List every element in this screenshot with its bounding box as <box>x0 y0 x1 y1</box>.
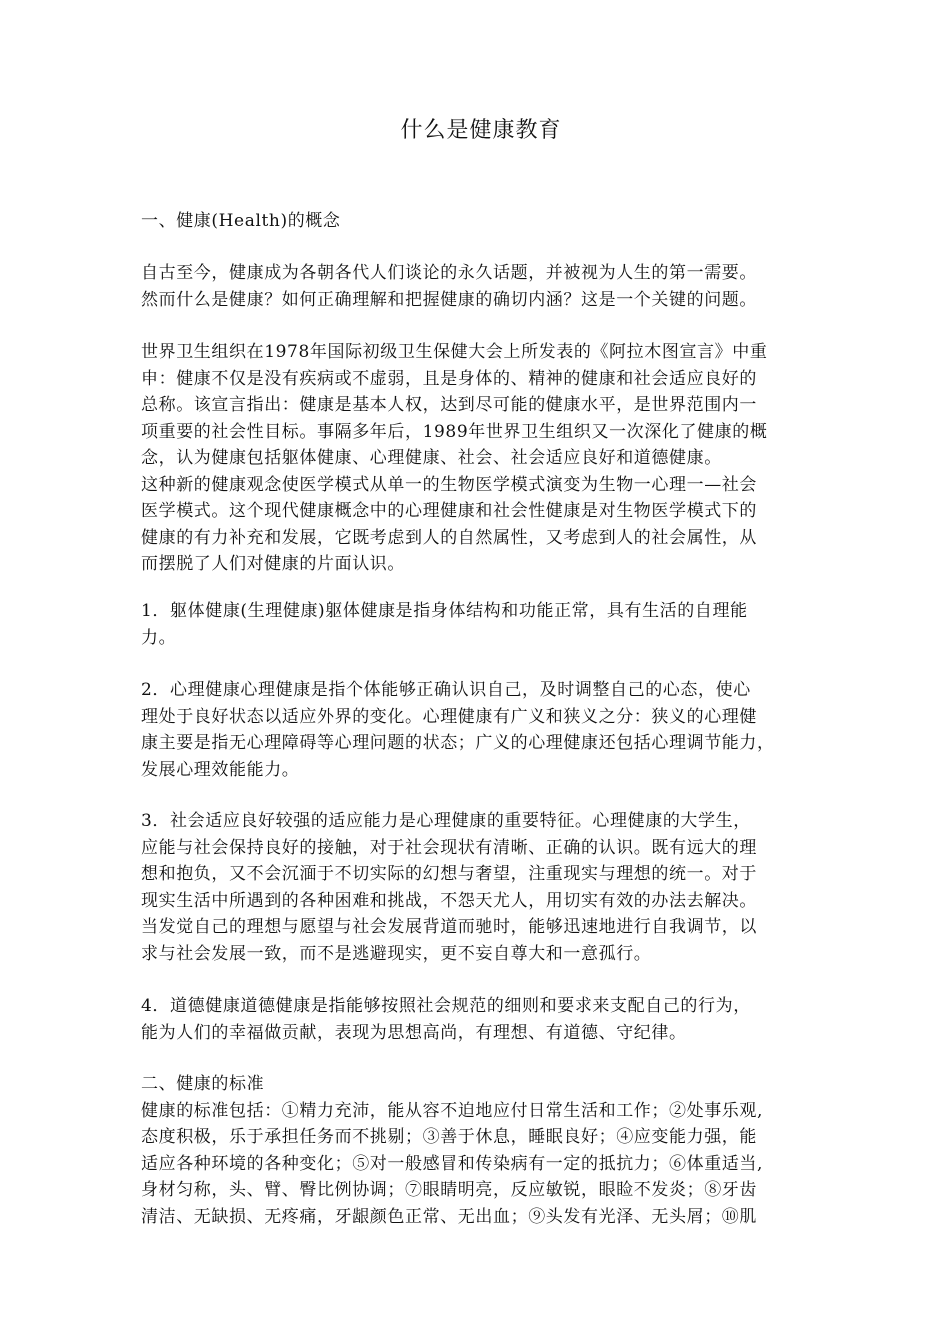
text-line: 求与社会发展一致，而不是逃避现实，更不妄自尊大和一意孤行。 <box>141 943 652 964</box>
text-line: 当发觉自己的理想与愿望与社会发展背道而驰时，能够迅速地进行自我调节，以 <box>141 917 757 937</box>
text-line: 项重要的社会性目标。事隔多年后，1989年世界卫生组织又一次深化了健康的概 <box>141 421 768 442</box>
text-line: 然而什么是健康？如何正确理解和把握健康的确切内涵？这是一个关键的问题。 <box>141 289 757 310</box>
text-line: 健康的有力补充和发展，它既考虑到人的自然属性，又考虑到人的社会属性，从 <box>141 527 757 548</box>
text-line: 理处于良好状态以适应外界的变化。心理健康有广义和狭义之分：狭义的心理健 <box>141 706 757 727</box>
text-line: 一、健康(Health)的概念 <box>141 211 341 231</box>
text-line: 2．心理健康心理健康是指个体能够正确认识自己，及时调整自己的心态，使心 <box>141 680 751 700</box>
text-line: 现实生活中所遇到的各种困难和挑战，不怨天尤人，用切实有效的办法去解决。 <box>141 890 757 911</box>
text-line: 发展心理效能能力。 <box>141 759 300 780</box>
text-line: 态度积极，乐于承担任务而不挑剔；③善于休息，睡眠良好；④应变能力强，能 <box>141 1127 757 1147</box>
text-line: 这种新的健康观念使医学模式从单一的生物医学模式演变为生物一心理一—社会 <box>141 474 757 495</box>
text-line: 世界卫生组织在1978年国际初级卫生保健大会上所发表的《阿拉木图宣言》中重 <box>141 342 768 362</box>
paragraph-1 <box>141 260 821 313</box>
text-line: 而摆脱了人们对健康的片面认识。 <box>141 554 405 574</box>
text-line: 力。 <box>141 627 177 648</box>
text-line: 清洁、无缺损、无疼痛，牙龈颜色正常、无出血；⑨头发有光泽、无头屑；⑩肌 <box>141 1206 757 1227</box>
text-line: 1．躯体健康(生理健康)躯体健康是指身体结构和功能正常，具有生活的自理能 <box>141 601 748 621</box>
paragraph-4 <box>141 677 821 783</box>
text-line: 申：健康不仅是没有疾病或不虚弱，且是身体的、精神的健康和社会适应良好的 <box>141 368 757 389</box>
text-line: 应能与社会保持良好的接触，对于社会现状有清晰、正确的认识。既有远大的理 <box>141 837 757 858</box>
paragraph-2 <box>141 339 821 578</box>
paragraph-6 <box>141 993 821 1046</box>
document-title: 什么是健康教育 <box>400 118 562 143</box>
text-line: 总称。该宣言指出：健康是基本人权，达到尽可能的健康水平，是世界范围内一 <box>141 395 757 415</box>
text-line: 3．社会适应良好较强的适应能力是心理健康的重要特征。心理健康的大学生， <box>141 811 751 831</box>
section-2-heading: 二、健康的标准 <box>141 1074 265 1094</box>
text-line: 能为人们的幸福做贡献，表现为思想高尚，有理想、有道德、守纪律。 <box>141 1022 687 1043</box>
text-line: 身材匀称，头、臂、臀比例协调；⑦眼睛明亮，反应敏锐，眼睑不发炎；⑧牙齿 <box>141 1180 757 1200</box>
paragraph-3 <box>141 598 821 651</box>
text-line: 4．道德健康道德健康是指能够按照社会规范的细则和要求来支配自己的行为， <box>141 996 751 1016</box>
text-line: 念，认为健康包括躯体健康、心理健康、社会、社会适应良好和道德健康。 <box>141 448 722 468</box>
text-line: 健康的标准包括：①精力充沛，能从容不迫地应付日常生活和工作；②处事乐观, <box>141 1100 764 1121</box>
paragraph-5 <box>141 808 821 967</box>
text-line: 适应各种环境的各种变化；⑤对一般感冒和传染病有一定的抵抗力；⑥体重适当, <box>141 1153 764 1174</box>
text-line: 康主要是指无心理障碍等心理问题的状态；广义的心理健康还包括心理调节能力， <box>141 733 775 753</box>
paragraph-7 <box>141 1071 821 1230</box>
text-line: 想和抱负，又不会沉湎于不切实际的幻想与奢望，注重现实与理想的统一。对于 <box>141 864 757 884</box>
text-line: 自古至今，健康成为各朝各代人们谈论的永久话题，并被视为人生的第一需要。 <box>141 263 757 283</box>
text-line: 医学模式。这个现代健康概念中的心理健康和社会性健康是对生物医学模式下的 <box>141 501 757 521</box>
section-1-heading <box>141 208 821 235</box>
